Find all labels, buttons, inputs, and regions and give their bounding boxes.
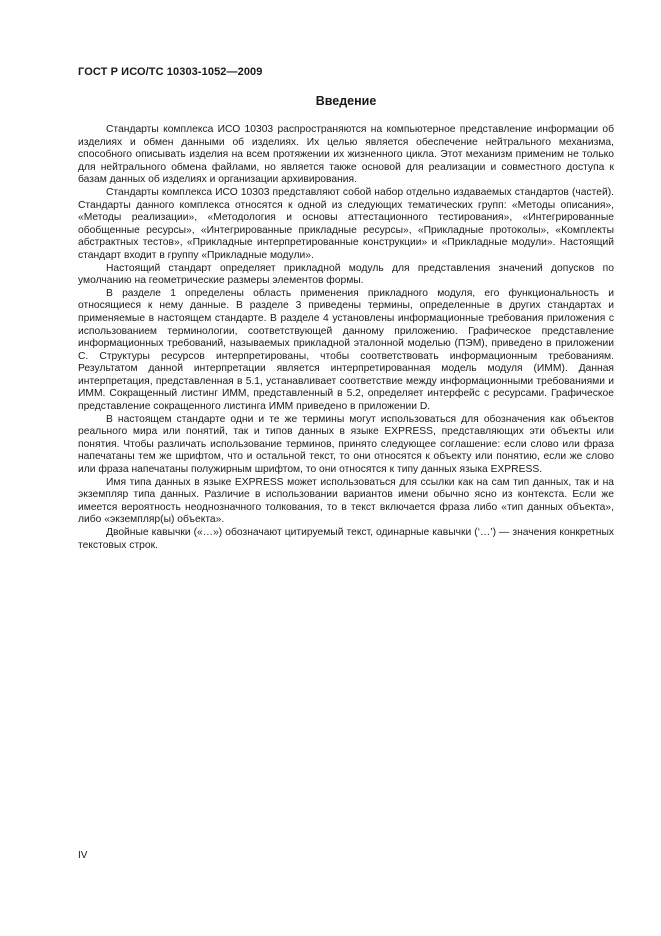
paragraph-express-type-names: Имя типа данных в языке EXPRESS может использоваться для ссылки как на сам тип данных, так и на экземпляр типа данных. Различие в использовании вариантов имени обычно ясно из контекста. Если же имеется вероятность неоднозначного толкования, то в текст включается фраза либо «тип данных объекта», либо «экземпляр(ы) объекта». <box>78 476 614 526</box>
paragraph-purpose: Стандарты комплекса ИСО 10303 распространяются на компьютерное представление информации об изделиях и обмен данными об изделиях. Их целью является обеспечение нейтрального механизма, способного описывать изделия на всем протяжении их жизненного цикла. Этот механизм применим не только для нейтрального обмена файлами, но является также основой для реализации и совместного доступа к базам данных об изделиях и организации архивирования. <box>78 124 614 186</box>
document-header: ГОСТ Р ИСО/ТС 10303-1052—2009 <box>78 66 263 78</box>
page-number: IV <box>78 850 88 861</box>
paragraph-terminology-convention: В настоящем стандарте одни и те же термины могут использоваться для обозначения как объектов реального мира или понятий, так и типов данных в языке EXPRESS, представляющих эти объекты или понятия. Чтобы различать использование терминов, принято следующее соглашение: если слово или фраза напечатаны тем же шрифтом, что и остальной текст, то они относятся к объекту или понятию, если же слово или фраза напечатаны полужирным шрифтом, то они относятся к типу данных языка EXPRESS. <box>78 413 614 476</box>
section-title: Введение <box>315 94 377 108</box>
paragraph-sections-overview: В разделе 1 определены область применения прикладного модуля, его функциональность и относящиеся к нему данные. В разделе 3 приведены термины, определенные в других стандартах и применяемые в настоящем стандарте. В разделе 4 установлены информационные требования приложения с использованием терминологии, соответствующей данному приложению. Графическое представление информационных требований, называемых прикладной эталонной моделью (ПЭМ), приведено в приложении С. Структуры ресурсов интерпретированы, чтобы соответствовать информационным требованиям. Результатом данной интерпретации является интерпретированная модель модуля (ИММ). Данная интерпретация, представленная в 5.1, устанавливает соответствие между информационными требованиями и ИММ. Сокращенный листинг ИММ, представленный в 5.2, определяет интерфейс с ресурсами. Графическое представление сокращенного листинга ИММ приведено в приложении D. <box>78 287 614 413</box>
paragraph-quotation-marks: Двойные кавычки («…») обозначают цитируемый текст, одинарные кавычки (‘…’) — значения конкретных текстовых строк. <box>78 527 614 551</box>
paragraph-scope: Настоящий стандарт определяет прикладной модуль для представления значений допусков по умолчанию на геометрические размеры элементов формы. <box>78 262 614 287</box>
body-text <box>78 124 614 552</box>
paragraph-series-structure: Стандарты комплекса ИСО 10303 представляют собой набор отдельно издаваемых стандартов (частей). Стандарты данного комплекса относятся к одной из следующих тематических групп: «Методы описания», «Методы реализации», «Методология и основы аттестационного тестирования», «Интегрированные обобщенные ресурсы», «Интегрированные прикладные ресурсы», «Прикладные протоколы», «Комплекты абстрактных тестов», «Прикладные интерпретированные конструкции» и «Прикладные модули». Настоящий стандарт входит в группу «Прикладные модули». <box>78 186 614 261</box>
